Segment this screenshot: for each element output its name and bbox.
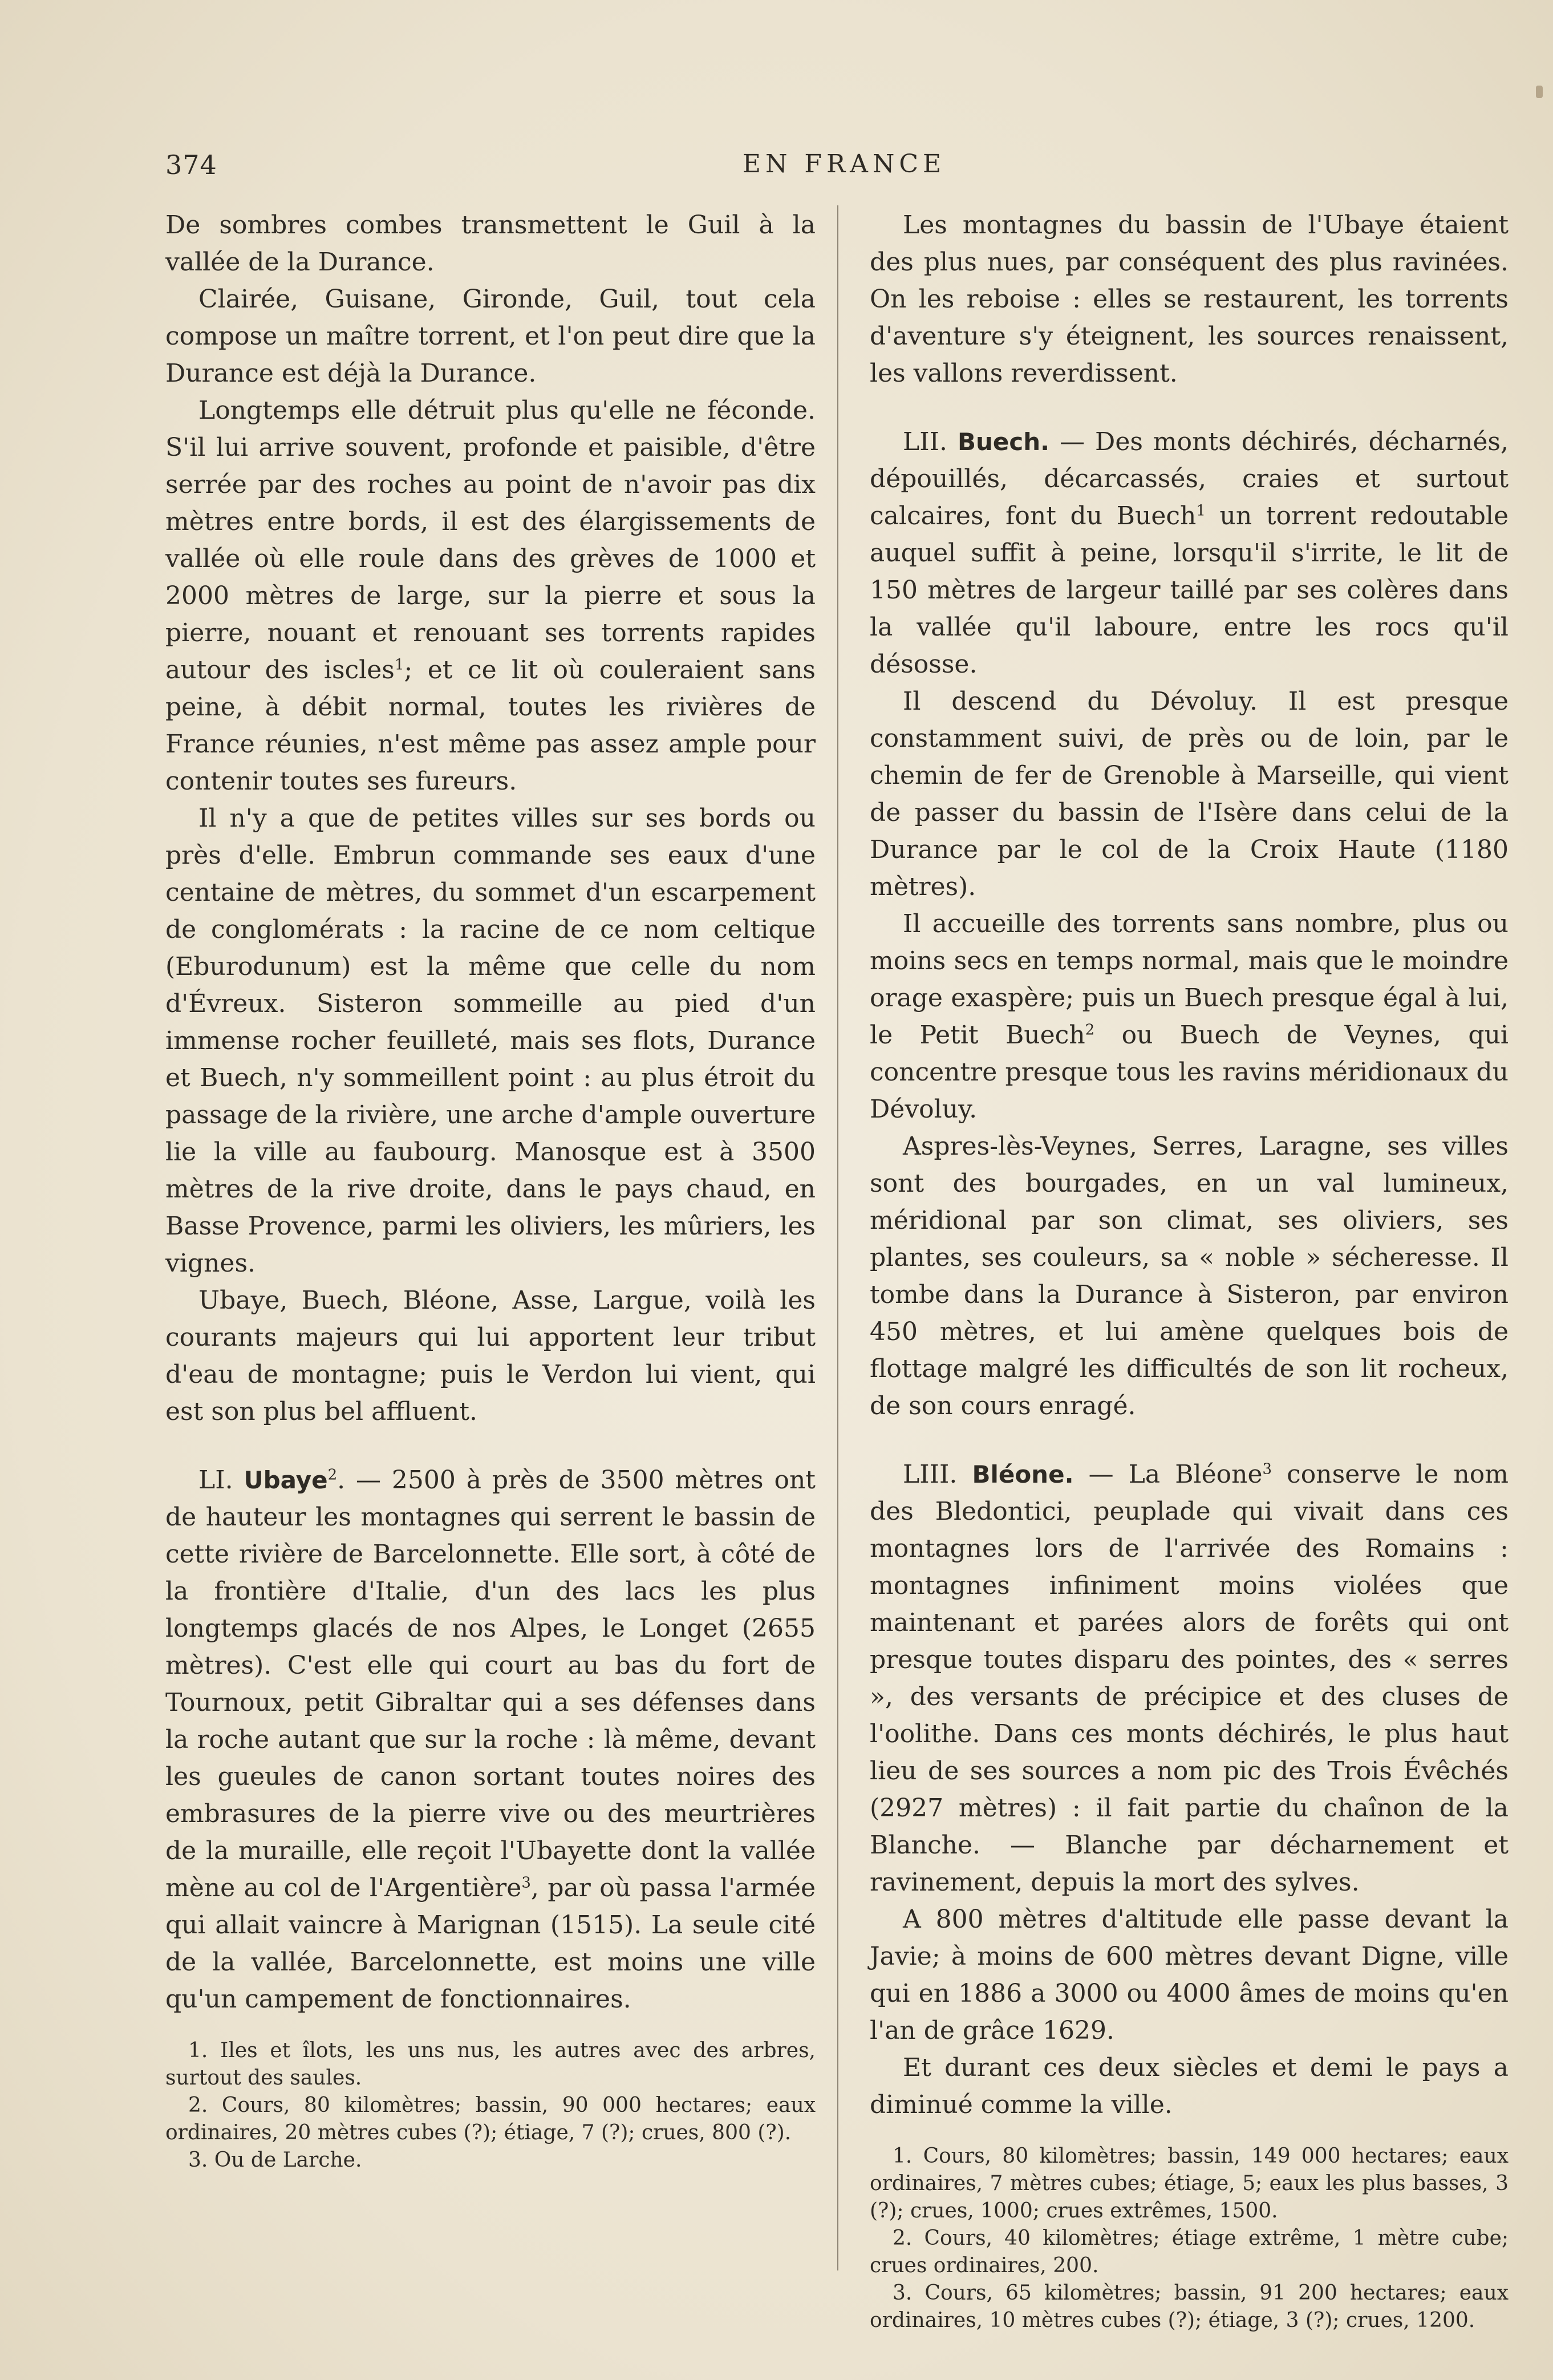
section-number: LII. <box>903 427 947 456</box>
section-bleone <box>870 1456 1509 1901</box>
paragraph <box>165 392 816 800</box>
section-title: Buech. <box>957 428 1050 456</box>
column-divider <box>837 205 838 2270</box>
paragraph: De sombres combes transmettent le Guil à la vallée de la Durance. <box>165 211 816 277</box>
paragraph: Clairée, Guisane, Gironde, Guil, tout cela compose un maître torrent, et l'on peut dire que la Durance est déjà la Durance. <box>165 285 816 388</box>
footnote: 1. Cours, 80 kilomètres; bassin, 149 000 hectares; eaux ordinaires, 7 mètres cubes; étiage, 5; eaux les plus basses, 3 (?); crues, 1000; crues extrêmes, 1500. <box>870 2144 1509 2223</box>
section-title: Bléone. <box>972 1460 1074 1488</box>
section-number: LIII. <box>903 1460 958 1489</box>
text-run: , par où passa l'armée qui allait vaincre à Marignan (1515). La seule cité de la vallée, Barcelonnette, est moins une ville qu'un campement de fonctionnaires. <box>165 1873 816 2014</box>
text-run: — La Bléone <box>1073 1460 1263 1489</box>
paragraph: Il descend du Dévoluy. Il est presque constamment suivi, de près ou de loin, par le chemin de fer de Grenoble à Marseille, qui vient de passer du bassin de l'Isère dans celui de la Durance par le col de la Croix Haute (1180 mètres). <box>870 687 1509 901</box>
paragraph: Ubaye, Buech, Bléone, Asse, Largue, voilà les courants majeurs qui lui apportent leur tribut d'eau de montagne; puis le Verdon lui vient, qui est son plus bel affluent. <box>165 1286 816 1426</box>
footnotes <box>165 2037 816 2174</box>
text-run: Il accueille des torrents sans nombre, plus ou moins secs en temps normal, mais que le moindre orage exaspère; puis un Buech presque égal à lui, le Petit Buech <box>870 909 1509 1050</box>
footnote: 2. Cours, 80 kilomètres; bassin, 90 000 hectares; eaux ordinaires, 20 mètres cubes (?); étiage, 7 (?); crues, 800 (?). <box>165 2094 816 2144</box>
footnote-ref: 3 <box>1262 1460 1272 1478</box>
section-ubaye <box>165 1462 816 2018</box>
section-number: LI. <box>198 1466 233 1495</box>
footnote-ref: 1 <box>1196 502 1206 520</box>
section-buech <box>870 423 1509 683</box>
footnote-ref: 3 <box>521 1874 531 1892</box>
footnote: 2. Cours, 40 kilomètres; étiage extrême, 1 mètre cube; crues ordinaires, 200. <box>870 2227 1509 2277</box>
page-number: 374 <box>165 149 217 180</box>
text-run: — Des monts déchirés, décharnés, dépouillés, décarcassés, craies et surtout calcaires, font du Buech <box>870 427 1509 531</box>
footnotes <box>870 2143 1509 2334</box>
text-run: conserve le nom des Bledontici, peuplade qui vivait dans ces montagnes lors de l'arrivée des Romains : montagnes infiniment moins violées que maintenant et parées alors de forêts qui ont presque toutes disparu des pointes, des « serres », des versants de précipice et des cluses de l'oolithe. Dans ces monts déchirés, le plus haut lieu de ses sources a nom pic des Trois Évêchés (2927 mètres) : il fait partie du chaînon de la Blanche. — Blanche par décharnement et ravinement, depuis la mort des sylves. <box>870 1460 1509 1897</box>
page-header <box>165 149 1523 184</box>
paragraph: Il n'y a que de petites villes sur ses bords ou près d'elle. Embrun commande ses eaux d'une centaine de mètres, du sommet d'un escarpement de conglomérats : la racine de ce nom celtique (Eburodunum) est la même que celle du nom d'Évreux. Sisteron sommeille au pied d'un immense rocher feuilleté, mais ses flots, Durance et Buech, n'y sommeillent point : au plus étroit du passage de la rivière, une arche d'ample ouverture lie la ville au faubourg. Manosque est à 3500 mètres de la rive droite, dans le pays chaud, en Basse Provence, parmi les oliviers, les mûriers, les vignes. <box>165 804 816 1278</box>
text-run: un torrent redoutable auquel suffit à peine, lorsqu'il s'irrite, le lit de 150 mètres de largeur taillé par ses colères dans la vallée qu'il laboure, entre les rocs qu'il désosse. <box>870 501 1509 679</box>
text-run: . — 2500 à près de 3500 mètres ont de hauteur les montagnes qui serrent le bassin de cette rivière de Barcelonnette. Elle sort, à côté de la frontière d'Italie, d'un des lacs les plus longtemps glacés de nos Alpes, le Longet (2655 mètres). C'est elle qui court au bas du fort de Tournoux, petit Gibraltar qui a ses défenses dans la roche autant que sur la roche : là même, devant les gueules de canon sortant toutes noires des embrasures de la pierre vive ou des meurtrières de la muraille, elle reçoit l'Ubayette dont la vallée mène au col de l'Argentière <box>165 1466 816 1903</box>
footnote: 1. Iles et îlots, les uns nus, les autres avec des arbres, surtout des saules. <box>165 2039 816 2090</box>
right-column <box>870 207 1509 2334</box>
footnote-ref: 2 <box>327 1466 338 1484</box>
paragraph: A 800 mètres d'altitude elle passe devant la Javie; à moins de 600 mètres devant Digne, ville qui en 1886 a 3000 ou 4000 âmes de moins qu'en l'an de grâce 1629. <box>870 1905 1509 2045</box>
paragraph: Aspres-lès-Veynes, Serres, Laragne, ses villes sont des bourgades, en un val lumineux, méridional par son climat, ses oliviers, ses plantes, ses couleurs, sa « noble » sécheresse. Il tombe dans la Durance à Sisteron, par environ 450 mètres, et lui amène quelques bois de flottage malgré les difficultés de son lit rocheux, de son cours enragé. <box>870 1132 1509 1420</box>
text-run: ou Buech de Veynes, qui concentre presque tous les ravins méridionaux du Dévoluy. <box>870 1021 1509 1124</box>
text-run: Longtemps elle détruit plus qu'elle ne féconde. S'il lui arrive souvent, profonde et paisible, d'être serrée par des roches au point de n'avoir pas dix mètres entre bords, il est des élargissements de vallée où elle roule dans des grèves de 1000 et 2000 mètres de large, sur la pierre et sous la pierre, nouant et renouant ses torrents rapides autour des iscles <box>165 396 816 685</box>
text-run: ; et ce lit où couleraient sans peine, à débit normal, toutes les rivières de France réunies, n'est même pas assez ample pour contenir toutes ses fureurs. <box>165 655 816 796</box>
paragraph: Et durant ces deux siècles et demi le pays a diminué comme la ville. <box>870 2053 1509 2119</box>
paragraph <box>870 905 1509 1128</box>
paragraph: Les montagnes du bassin de l'Ubaye étaient des plus nues, par conséquent des plus ravinées. On les reboise : elles se restaurent, les torrents d'aventure s'y éteignent, les sources renaissent, les vallons reverdissent. <box>870 211 1509 388</box>
footnote: 3. Ou de Larche. <box>188 2148 362 2172</box>
footnote-ref: 2 <box>1085 1021 1095 1039</box>
page-edge-mark <box>1536 86 1543 98</box>
section-title: Ubaye <box>244 1466 328 1494</box>
footnote: 3. Cours, 65 kilomètres; bassin, 91 200 hectares; eaux ordinaires, 10 mètres cubes (?); étiage, 3 (?); crues, 1200. <box>870 2281 1509 2332</box>
running-title: EN FRANCE <box>742 149 946 179</box>
footnote-ref: 1 <box>394 656 404 674</box>
left-column <box>165 207 816 2174</box>
